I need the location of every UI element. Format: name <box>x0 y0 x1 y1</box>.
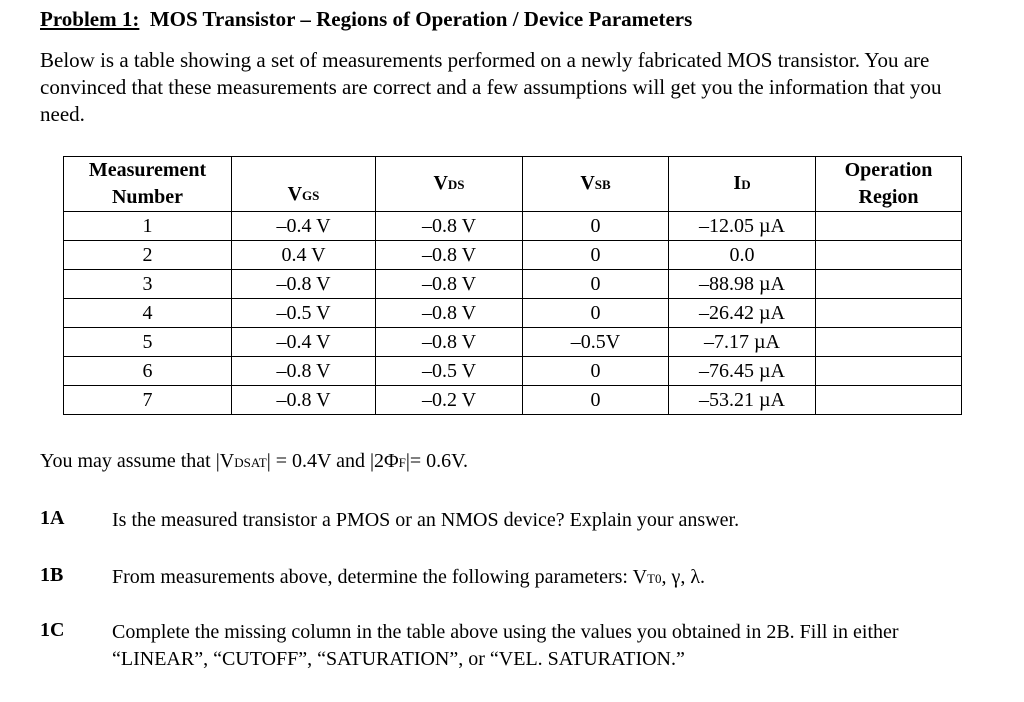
header-measurement-number <box>64 157 232 212</box>
header-measurement-line2: Number <box>111 186 184 208</box>
header-region-line1: Operation <box>844 159 933 181</box>
problem-heading: MOS Transistor – Regions of Operation / Device Parameters <box>149 7 693 31</box>
cell-id: –88.98 µA <box>669 270 816 299</box>
table-row <box>64 241 962 270</box>
assumption-mid: | = 0.4V and |2Φ <box>266 450 399 472</box>
header-vsb-main: V <box>580 172 595 194</box>
question-1b-id: 1B <box>40 564 64 586</box>
header-vgs-sub: GS <box>302 188 320 203</box>
cell-vgs: –0.8 V <box>232 386 376 415</box>
cell-vgs: –0.8 V <box>232 357 376 386</box>
cell-vds: –0.8 V <box>376 299 523 328</box>
phi-f-subscript: F <box>398 455 406 470</box>
cell-vgs: –0.4 V <box>232 212 376 241</box>
cell-id: –12.05 µA <box>669 212 816 241</box>
question-1b-text <box>112 564 992 592</box>
cell-vgs: –0.8 V <box>232 270 376 299</box>
header-vgs <box>232 157 376 212</box>
cell-vds: –0.8 V <box>376 328 523 357</box>
cell-vsb: 0 <box>523 299 669 328</box>
cell-vgs: –0.5 V <box>232 299 376 328</box>
table-row <box>64 357 962 386</box>
cell-number: 5 <box>64 328 232 357</box>
cell-vds: –0.8 V <box>376 212 523 241</box>
header-vds-main: V <box>433 172 448 194</box>
table-row <box>64 386 962 415</box>
cell-vds: –0.8 V <box>376 241 523 270</box>
question-1a-text: Is the measured transistor a PMOS or an NMOS device? Explain your answer. <box>112 509 740 531</box>
cell-id: –7.17 µA <box>669 328 816 357</box>
question-1c-id: 1C <box>40 619 65 641</box>
cell-vsb: 0 <box>523 241 669 270</box>
measurement-table <box>63 156 962 415</box>
cell-number: 7 <box>64 386 232 415</box>
cell-number: 4 <box>64 299 232 328</box>
header-operation-region <box>816 157 962 212</box>
cell-number: 3 <box>64 270 232 299</box>
cell-region <box>816 270 962 299</box>
header-vsb-sub: SB <box>594 177 611 192</box>
intro-paragraph: Below is a table showing a set of measurements performed on a newly fabricated MOS transistor. You are convinced that these measurements are correct and a few assumptions will get you the information that you need. <box>40 48 942 126</box>
cell-number: 6 <box>64 357 232 386</box>
cell-region <box>816 241 962 270</box>
cell-id: –76.45 µA <box>669 357 816 386</box>
vt0-subscript: T0 <box>647 571 662 586</box>
cell-vsb: 0 <box>523 386 669 415</box>
header-id-main: I <box>733 172 742 194</box>
table-row <box>64 328 962 357</box>
header-region-line2: Region <box>858 186 919 208</box>
table-header-row <box>64 157 962 212</box>
table-row <box>64 299 962 328</box>
cell-vgs: 0.4 V <box>232 241 376 270</box>
cell-region <box>816 299 962 328</box>
cell-vsb: 0 <box>523 212 669 241</box>
cell-region <box>816 212 962 241</box>
assumption-suffix: |= 0.6V. <box>405 450 468 472</box>
cell-number: 2 <box>64 241 232 270</box>
vdsat-subscript: DSAT <box>234 455 267 470</box>
cell-vgs: –0.4 V <box>232 328 376 357</box>
assumption-statement <box>40 450 468 473</box>
table-row <box>64 212 962 241</box>
header-measurement-line1: Measurement <box>88 159 207 181</box>
header-id <box>669 157 816 212</box>
header-vds <box>376 157 523 212</box>
cell-vds: –0.5 V <box>376 357 523 386</box>
header-vgs-main: V <box>287 183 303 205</box>
cell-vsb: 0 <box>523 357 669 386</box>
question-1b-suffix: , γ, λ. <box>661 566 706 588</box>
question-1b-prefix: From measurements above, determine the following parameters: V <box>112 566 648 588</box>
problem-number: Problem 1: <box>40 7 140 31</box>
cell-id: –26.42 µA <box>669 299 816 328</box>
cell-number: 1 <box>64 212 232 241</box>
cell-id: –53.21 µA <box>669 386 816 415</box>
header-vds-sub: DS <box>447 177 465 192</box>
header-vsb <box>523 157 669 212</box>
cell-region <box>816 386 962 415</box>
problem-title <box>40 7 692 32</box>
question-1a-id: 1A <box>40 507 65 529</box>
cell-vsb: 0 <box>523 270 669 299</box>
cell-vds: –0.8 V <box>376 270 523 299</box>
cell-region <box>816 328 962 357</box>
cell-vsb: –0.5V <box>523 328 669 357</box>
question-1c-text: Complete the missing column in the table above using the values you obtained in 2B. Fill in either “LINEAR”, “CUTOFF”, “SATURATION”, or “VEL. SATURATION.” <box>112 621 899 670</box>
cell-id: 0.0 <box>669 241 816 270</box>
table-row <box>64 270 962 299</box>
header-id-sub: D <box>741 177 751 192</box>
assumption-prefix: You may assume that |V <box>40 450 235 472</box>
cell-region <box>816 357 962 386</box>
cell-vds: –0.2 V <box>376 386 523 415</box>
